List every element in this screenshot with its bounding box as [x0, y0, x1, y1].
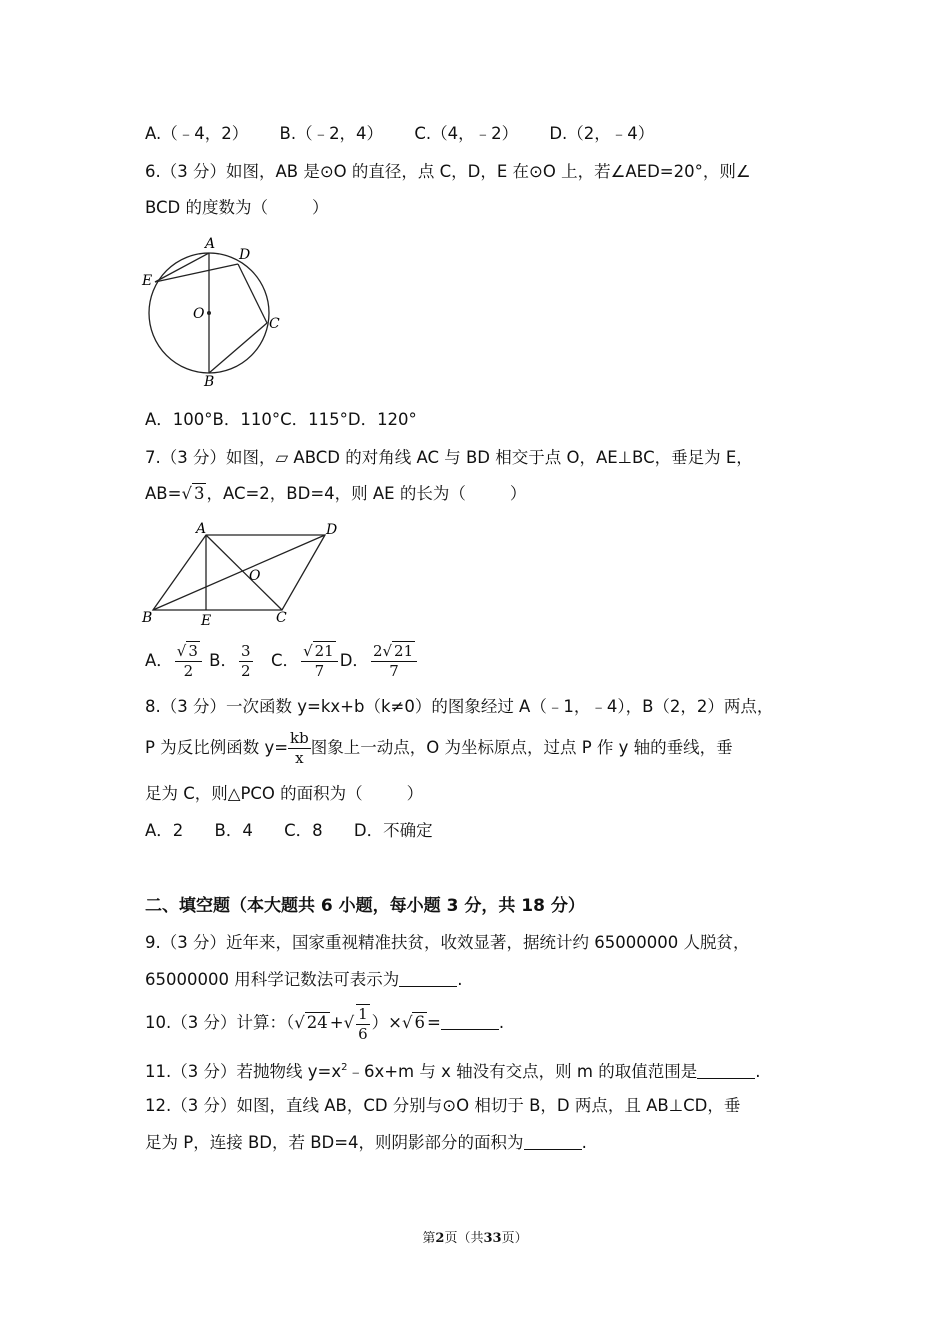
q6-circle-figure	[140, 232, 290, 392]
q12-stem: 足为 P，连接 BD，若 BD=4，则阴影部分的面积为	[145, 1133, 524, 1152]
q10-end: .	[498, 1013, 505, 1032]
q6-chord-ea	[155, 253, 209, 282]
q7-label-b: B	[142, 610, 153, 626]
q7-opt-c-label: C．	[271, 651, 300, 670]
q7-line2-rest: ，AC=2，BD=4，则 AE 的长为（	[206, 484, 466, 503]
q10-line: 10.（3 分）计算：（√ 24 +√ $\frac{1}{6}$ ）×√ 6 = .	[145, 1004, 505, 1043]
q6-chord-ed	[155, 264, 238, 282]
q7-opt-d-frac: $\frac{2√ 21}{7}$	[371, 642, 417, 681]
footer-page-number: 2	[435, 1231, 445, 1246]
q7-label-e: E	[201, 613, 212, 629]
q10-frac-den: 6	[358, 1024, 368, 1043]
q6-line1: 6.（3 分）如图，AB 是⊙O 的直径，点 C，D，E 在⊙O 上，若∠AED=20°，则∠	[145, 162, 751, 181]
q5-option-a: A.（﹣4，2）	[145, 124, 249, 143]
q7-opt-a-den: 2	[183, 662, 194, 680]
q7-opt-b-den: 2	[240, 662, 251, 680]
q11-answer-blank	[697, 1062, 755, 1079]
q7-opt-d-den: 7	[389, 662, 399, 680]
q7-options	[145, 642, 419, 681]
q11-sup: 2	[341, 1062, 348, 1073]
q6-label-e: E	[142, 273, 153, 289]
q5-options	[145, 122, 654, 146]
q8-opt-b: B．4	[214, 821, 253, 840]
q6-stem: BCD 的度数为（	[145, 198, 269, 217]
q5-option-c: C.（4，﹣2）	[414, 124, 519, 143]
q6-label-d: D	[239, 247, 251, 263]
q10-times: ）×	[371, 1013, 402, 1032]
q6-line2	[145, 196, 329, 220]
q10-sqrt6: √ 6	[401, 1013, 425, 1032]
q6-label-c: C	[269, 316, 280, 332]
q8-opt-d: D．不确定	[353, 821, 433, 840]
q7-label-c: C	[276, 610, 287, 626]
q8-paren-close: ）	[406, 784, 424, 803]
q6-label-o: O	[193, 306, 205, 322]
q7-opt-a-label: A．	[145, 651, 173, 670]
q8-stem: 足为 C，则△PCO 的面积为（	[145, 784, 363, 803]
q9-line1: 9.（3 分）近年来，国家重视精准扶贫，收效显著，据统计约 65000000 人脱贫，	[145, 933, 750, 952]
q10-frac	[356, 1004, 370, 1044]
q7-opt-d-label: D．	[339, 651, 369, 670]
q8-frac	[288, 729, 311, 768]
q6-options: A．100°B．110°C．115°D．120°	[145, 410, 417, 429]
q10-plus: +	[329, 1013, 344, 1032]
q9-stem: 65000000 用科学记数法可表示为	[145, 970, 400, 989]
q11-line	[145, 1056, 760, 1084]
q7-opt-c-den: 7	[314, 662, 325, 680]
q8-opt-c: C．8	[284, 821, 323, 840]
q7-opt-c-num: 21	[314, 642, 334, 660]
section2-title: 二、填空题（本大题共 6 小题，每小题 3 分，共 18 分）	[145, 896, 585, 916]
q7-ab-prefix: AB=	[145, 484, 182, 503]
footer-post: 页）	[501, 1231, 528, 1246]
footer-total-pages: 33	[483, 1231, 502, 1246]
q8-line2-rest: 图象上一动点，O 为坐标原点，过点 P 作 y 轴的垂线，垂	[310, 738, 733, 757]
q10-sqrt24-radicand: 24	[306, 1013, 328, 1032]
q12-end: .	[581, 1133, 587, 1152]
q7-diagonal-ac	[206, 535, 282, 610]
footer-mid: 页（共	[444, 1231, 484, 1246]
q6-label-a: A	[205, 236, 216, 252]
q8-options	[145, 819, 433, 843]
q9-answer-blank	[399, 970, 457, 987]
q11-end: .	[755, 1062, 761, 1081]
q8-opt-a: A．2	[145, 821, 184, 840]
q11-prefix: 11.（3 分）若抛物线 y=x	[145, 1062, 342, 1081]
page-footer	[0, 1227, 950, 1246]
q10-sqrt6-radicand: 6	[414, 1013, 425, 1032]
q7-opt-d-num: 21	[394, 642, 414, 660]
q5-option-b: B.（﹣2，4）	[279, 124, 384, 143]
q8-line2-prefix: P 为反比例函数 y=	[145, 738, 289, 757]
q10-sqrt24: √ 24	[294, 1013, 328, 1032]
q8-line1: 8.（3 分）一次函数 y=kx+b（k≠0）的图象经过 A（﹣1，﹣4），B（2，2）两点，	[145, 697, 774, 716]
q7-opt-d-coef: 2	[372, 642, 383, 660]
q8-frac-num: kb	[290, 729, 309, 747]
q8-line3	[145, 782, 423, 806]
q12-line1: 12.（3 分）如图，直线 AB，CD 分别与⊙O 相切于 B，D 两点，且 AB⊥CD，垂	[145, 1096, 741, 1115]
q7-opt-b-num: 3	[240, 642, 251, 660]
q7-opt-c-frac: $\frac{√ 21}{7}$	[301, 642, 338, 681]
q7-opt-b-label: B．	[209, 651, 237, 670]
q11-rest: ﹣6x+m 与 x 轴没有交点，则 m 的取值范围是	[347, 1062, 698, 1081]
q7-label-d: D	[326, 522, 338, 538]
q6-label-b: B	[204, 374, 215, 390]
q10-frac-num: 1	[358, 1004, 368, 1023]
q6-chord-dc	[238, 264, 267, 323]
q10-equals: =	[426, 1013, 441, 1032]
q6-paren-close: ）	[312, 198, 329, 217]
q12-line2	[145, 1131, 587, 1155]
q7-sqrt3: √ 3	[181, 484, 205, 503]
q8-line2	[145, 728, 733, 768]
q10-prefix: 10.（3 分）计算：（	[145, 1013, 295, 1032]
q7-line2	[145, 482, 526, 506]
q7-label-a: A	[196, 521, 207, 537]
q7-sqrt3-radicand: 3	[193, 484, 205, 503]
q7-line1: 7.（3 分）如图，▱ ABCD 的对角线 AC 与 BD 相交于点 O，AE⊥BC，垂足为 E，	[145, 448, 753, 467]
q9-line2	[145, 968, 462, 992]
q7-opt-b-frac	[239, 642, 253, 681]
q7-parallelogram-figure	[140, 518, 350, 630]
q6-center-point	[207, 311, 211, 315]
q7-label-o: O	[249, 568, 261, 584]
q5-option-d: D.（2，﹣4）	[549, 124, 655, 143]
q7-opt-a-num: 3	[188, 642, 198, 660]
q7-opt-a-frac: $\frac{√ 3}{2}$	[175, 642, 202, 681]
q8-frac-den: x	[295, 749, 304, 767]
q9-end: .	[457, 970, 463, 989]
q12-answer-blank	[524, 1133, 582, 1150]
footer-pre: 第	[422, 1231, 436, 1246]
q10-answer-blank	[441, 1013, 499, 1030]
q7-paren-close: ）	[509, 484, 527, 503]
